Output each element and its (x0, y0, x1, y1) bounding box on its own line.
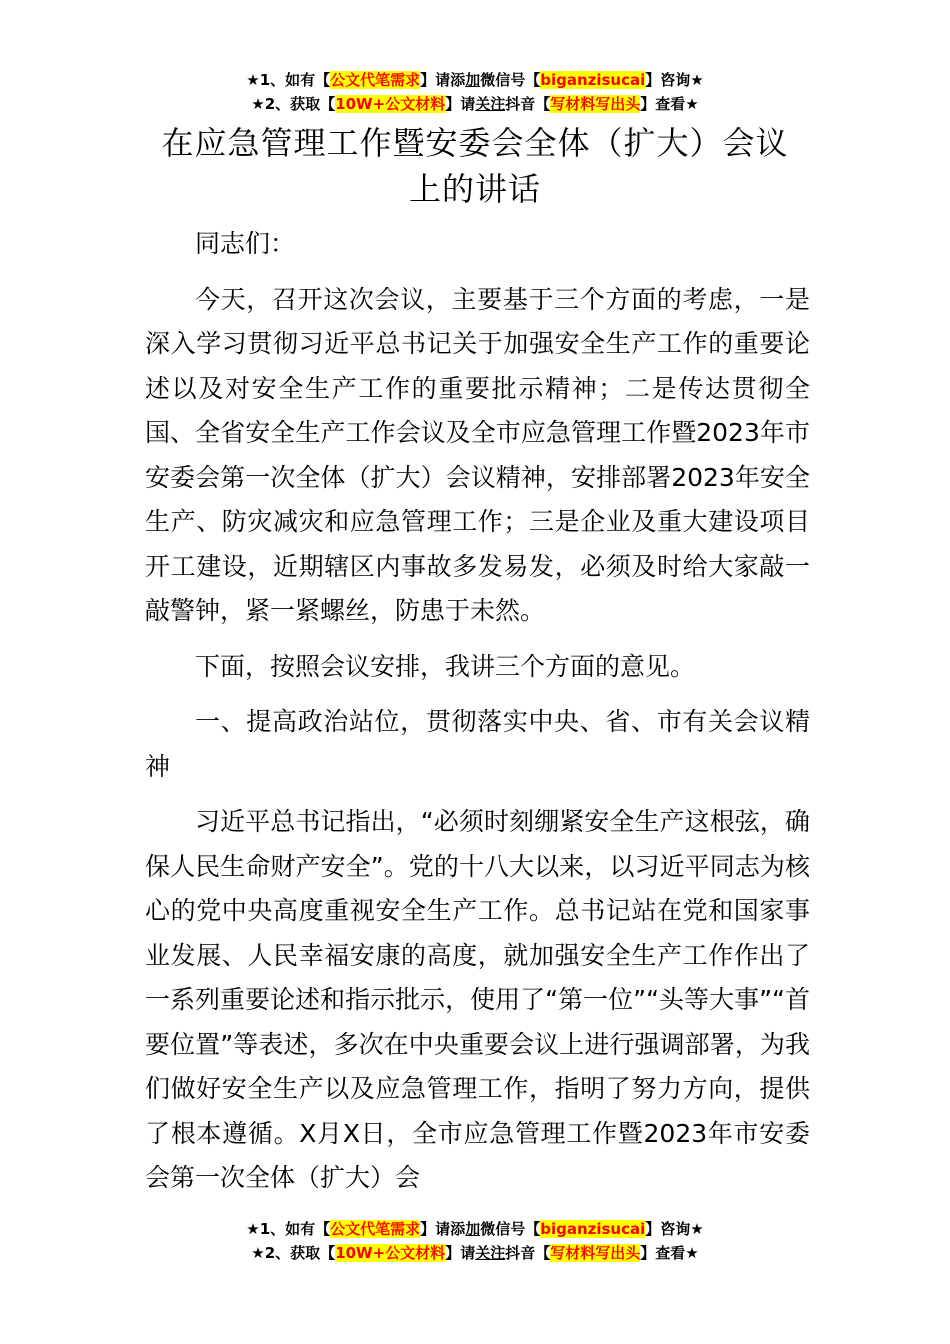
paragraph: 今天，召开这次会议，主要基于三个方面的考虑，一是深入学习贯彻习近平总书记关于加强安全生产工作的重要论述以及对安全生产工作的重要批示精神；二是传达贯彻全国、全省安全生产工作会议及全市应急管理工作暨2023年市安委会第一次全体（扩大）会议精神，安排部署2023年安全生产、防灾减灾和应急管理工作；三是企业及重大建设项目开工建设，近期辖区内事故多发易发，必须及时给大家敲一敲警钟，紧一紧螺丝，防患于未然。 (145, 284, 810, 625)
banner-text: 】请 (445, 1244, 476, 1262)
underlined-text: 关注 (475, 1244, 506, 1262)
highlight-text: 公文代笔需求 (330, 71, 421, 89)
underlined-text: 关注 (475, 95, 506, 113)
star-icon: ★ (246, 1220, 260, 1238)
banner-text: 】请添 (420, 1220, 466, 1238)
banner-text: 2、获取【 (264, 1244, 336, 1262)
star-icon: ★ (246, 71, 260, 89)
highlight-text: 公文代笔需求 (330, 1220, 421, 1238)
banner-text: 2、获取【 (264, 95, 336, 113)
underlined-text: 加 (465, 1220, 481, 1238)
banner-line-1 (0, 1217, 950, 1241)
document-title (0, 120, 950, 212)
banner-line-2 (0, 1241, 950, 1265)
banner-text: 】咨询★ (645, 71, 704, 89)
star-icon: ★ (251, 1244, 265, 1262)
banner-text: 微信号【 (480, 1220, 541, 1238)
greeting: 同志们： (195, 229, 296, 258)
banner-text: 抖音【 (505, 1244, 551, 1262)
title-line-1: 在应急管理工作暨安委会全体（扩大）会议 (161, 124, 789, 162)
banner-text: 抖音【 (505, 95, 551, 113)
banner-text: 1、如有【 (259, 1220, 331, 1238)
douyin-id: 写材料写出头 (550, 1244, 641, 1262)
section-heading: 一、提高政治站位，贯彻落实中央、省、市有关会议精神 (145, 707, 810, 781)
title-line-2: 上的讲话 (408, 170, 541, 208)
wechat-id: biganzisucai (540, 71, 646, 89)
douyin-id: 写材料写出头 (550, 95, 641, 113)
banner-text: 】咨询★ (645, 1220, 704, 1238)
header-banner (0, 68, 950, 116)
underlined-text: 加 (465, 71, 481, 89)
banner-text: 】查看★ (640, 1244, 699, 1262)
banner-text: 】请添 (420, 71, 466, 89)
paragraph: 下面，按照会议安排，我讲三个方面的意见。 (195, 651, 696, 681)
highlight-text: 10W+公文材料 (335, 1244, 446, 1262)
banner-line-2 (0, 92, 950, 116)
banner-text: 】查看★ (640, 95, 699, 113)
wechat-id: biganzisucai (540, 1220, 646, 1238)
document-body (145, 222, 810, 1212)
banner-text: 】请 (445, 95, 476, 113)
footer-banner (0, 1217, 950, 1265)
highlight-text: 10W+公文材料 (335, 95, 446, 113)
banner-line-1 (0, 68, 950, 92)
paragraph: 习近平总书记指出，“必须时刻绷紧安全生产这根弦，确保人民生命财产安全”。党的十八大以来，以习近平同志为核心的党中央高度重视安全生产工作。总书记站在党和国家事业发展、人民幸福安康的高度，就加强安全生产工作作出了一系列重要论述和指示批示，使用了“第一位”“头等大事”“首要位置”等表述，多次在中央重要会议上进行强调部署，为我们做好安全生产以及应急管理工作，指明了努力方向，提供了根本遵循。X月X日，全市应急管理工作暨2023年市安委会第一次全体（扩大）会 (145, 807, 810, 1192)
banner-text: 微信号【 (480, 71, 541, 89)
banner-text: 1、如有【 (259, 71, 331, 89)
star-icon: ★ (251, 95, 265, 113)
